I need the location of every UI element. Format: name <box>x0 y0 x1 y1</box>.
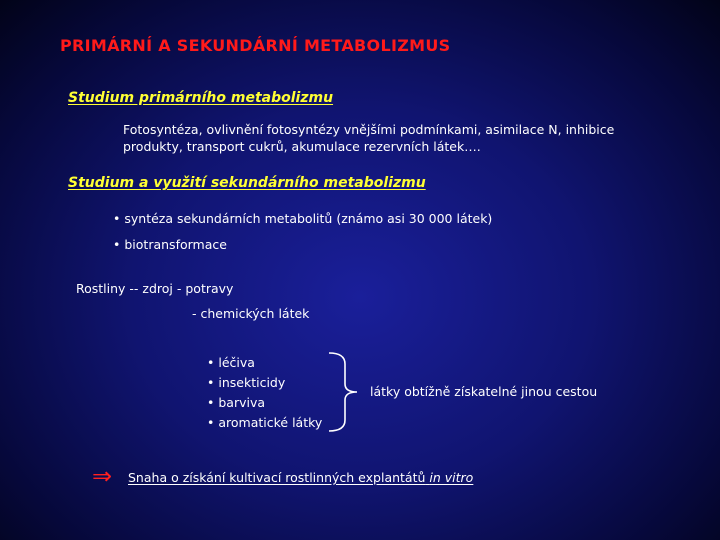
brace-label: látky obtížně získatelné jinou cestou <box>370 384 598 399</box>
list-item-1: • léčiva <box>207 354 255 371</box>
conclusion-italic: in vitro <box>429 470 474 485</box>
section2-bullet-2: • biotransformace <box>113 236 227 253</box>
section1-text-line2: produkty, transport cukrů, akumulace rezervních látek…. <box>123 139 481 154</box>
conclusion-main: Snaha o získání kultivací rostlinných explantátů <box>128 470 426 485</box>
plants-line1: Rostliny -- zdroj - potravy <box>76 281 234 296</box>
plants-line2: - chemických látek <box>192 306 310 321</box>
section1-heading: Studium primárního metabolizmu <box>68 90 334 106</box>
implies-arrow-icon: ⇒ <box>92 462 113 490</box>
list-item-4: • aromatické látky <box>207 414 322 431</box>
section1-text-line1: Fotosyntéza, ovlivnění fotosyntézy vnějšími podmínkami, asimilace N, inhibice <box>123 122 615 137</box>
list-item-2: • insekticidy <box>207 374 285 391</box>
section2-heading: Studium a využití sekundárního metabolizmu <box>68 175 426 191</box>
list-item-3: • barviva <box>207 394 265 411</box>
right-brace-icon <box>325 350 365 434</box>
section2-bullet-1: • syntéza sekundárních metabolitů (známo asi 30 000 látek) <box>113 210 492 227</box>
slide-title: PRIMÁRNÍ A SEKUNDÁRNÍ METABOLIZMUS <box>60 36 451 55</box>
conclusion-text <box>128 470 473 485</box>
